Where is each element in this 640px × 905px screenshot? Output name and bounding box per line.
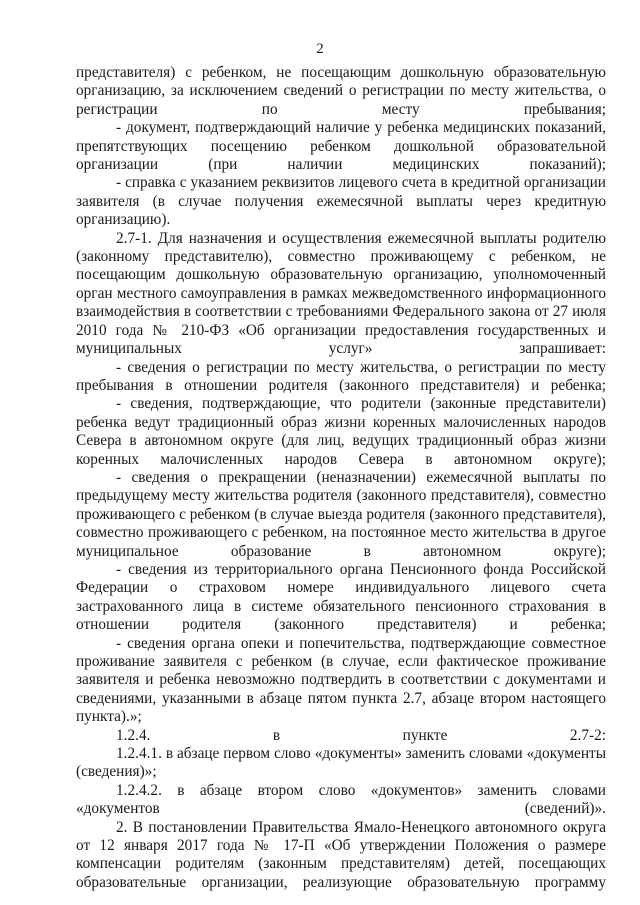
- line: - сведения, подтверждающие, что родители (законные представители): [116, 395, 606, 413]
- line: заявителя и ребенка невозможно подтвердить в соответствии с документами и: [76, 671, 606, 689]
- paragraph-12: [76, 782, 606, 819]
- line: пребывания в отношении родителя (законного представителя) и ребенка;: [76, 376, 606, 394]
- line: 1.2.4.2. в абзаце втором слово «документов» заменить словами «документов: [76, 781, 606, 818]
- line: муниципальное образование в автономном округе);: [76, 542, 606, 560]
- line: Севера в автономном округе (для лиц, ведущих традиционный образ жизни: [76, 432, 606, 450]
- line: 2. В постановлении Правительства Ямало-Ненецкого автономного округа: [116, 818, 606, 836]
- line: препятствующих посещению ребенком дошкольной образовательной организации: [76, 137, 606, 174]
- line: - сведения о регистрации по месту жительства, о регистрации по месту: [116, 358, 606, 376]
- paragraph-2: [76, 119, 606, 174]
- line: сведениями, указанными в абзаце пятом пункта 2.7, абзаце втором: [76, 689, 526, 707]
- line: (сведения)»;: [76, 763, 157, 781]
- line: взаимодействия в соответствии с требованиями Федерального закона от 27 июля: [76, 303, 606, 321]
- line: Федерации о страховом номере индивидуального лицевого счета застрахованного: [76, 579, 606, 615]
- line: представителя) с ребенком, не посещающим дошкольную образовательную: [76, 64, 606, 81]
- line: орган местного самоуправления в рамках межведомственного информационного: [76, 284, 606, 302]
- line: организацию).: [76, 211, 171, 229]
- line: (законного представителя) и ребенка;: [274, 616, 607, 634]
- line: проживающего с ребенком (в случае выезда родителя (законного представителя),: [76, 505, 606, 523]
- paragraph-5: [76, 359, 606, 396]
- line: - сведения органа опеки и попечительства, подтверждающие совместное: [116, 634, 606, 652]
- line: посещающим дошкольную образовательную организацию, уполномоченный: [76, 266, 606, 284]
- line: 2010 года № 210-ФЗ «Об организации предоставления государственных и: [76, 321, 606, 339]
- line: компенсации родителям (законным представителям) детей, посещающих: [76, 855, 606, 873]
- document-body: [76, 64, 606, 892]
- line: (при наличии медицинских показаний);: [208, 156, 606, 174]
- line: 1.2.4. в пункте 2.7-2:: [116, 726, 606, 744]
- paragraph-10: [76, 727, 606, 745]
- paragraph-4: [76, 230, 606, 359]
- line: (сведений)».: [524, 800, 606, 818]
- paragraph-6: [76, 395, 606, 469]
- line: регистрации по месту пребывания;: [76, 100, 606, 118]
- paragraph-7: [76, 469, 606, 561]
- line: от 12 января 2017 года № 17-П «Об утверждении Положения о размере: [76, 837, 606, 855]
- line: - справка с указанием реквизитов лицевого счета в кредитной организации: [116, 174, 606, 192]
- line: - документ, подтверждающий наличие у ребенка медицинских показаний,: [116, 119, 606, 137]
- line: образовательные организации, реализующие образовательную программу: [76, 873, 606, 891]
- paragraph-3: [76, 174, 606, 229]
- paragraph-1: [76, 64, 606, 119]
- line: настоящего пункта).»;: [76, 689, 606, 726]
- line: 1.2.4.1. в абзаце первом слово «документы» заменить словами «документы: [116, 745, 606, 763]
- line: - сведения из территориального органа Пенсионного фонда Российской: [116, 560, 606, 578]
- line: - сведения о прекращении (неназначении) ежемесячной выплаты по: [116, 468, 606, 486]
- line: организацию, за исключением сведений о регистрации по месту жительства, о: [76, 82, 606, 100]
- paragraph-8: [76, 561, 606, 635]
- line: 2.7-1. Для назначения и осуществления ежемесячной выплаты родителю: [116, 229, 606, 247]
- line: лица в системе обязательного пенсионного страхования в отношении родителя: [76, 597, 606, 634]
- line: совместно проживающего с ребенком, на постоянное место жительства в другое: [76, 524, 606, 542]
- paragraph-9: [76, 635, 606, 727]
- paragraph-13: [76, 819, 606, 893]
- paragraph-11: [76, 745, 606, 782]
- line: проживание заявителя с ребенком (в случае, если фактическое проживание: [76, 653, 606, 670]
- line: (законному представителю), совместно проживающему с ребенком, не: [76, 248, 606, 266]
- line: заявителя (в случае получения ежемесячной выплаты через кредитную: [76, 192, 606, 210]
- line: муниципальных услуг» запрашивает:: [76, 340, 606, 358]
- line: предыдущему месту жительства родителя (законного представителя), совместно: [76, 487, 606, 505]
- line: ребенка ведут традиционный образ жизни коренных малочисленных народов: [76, 413, 606, 431]
- line: коренных малочисленных народов Севера в автономном округе);: [76, 450, 606, 468]
- page-number: 2: [316, 41, 324, 57]
